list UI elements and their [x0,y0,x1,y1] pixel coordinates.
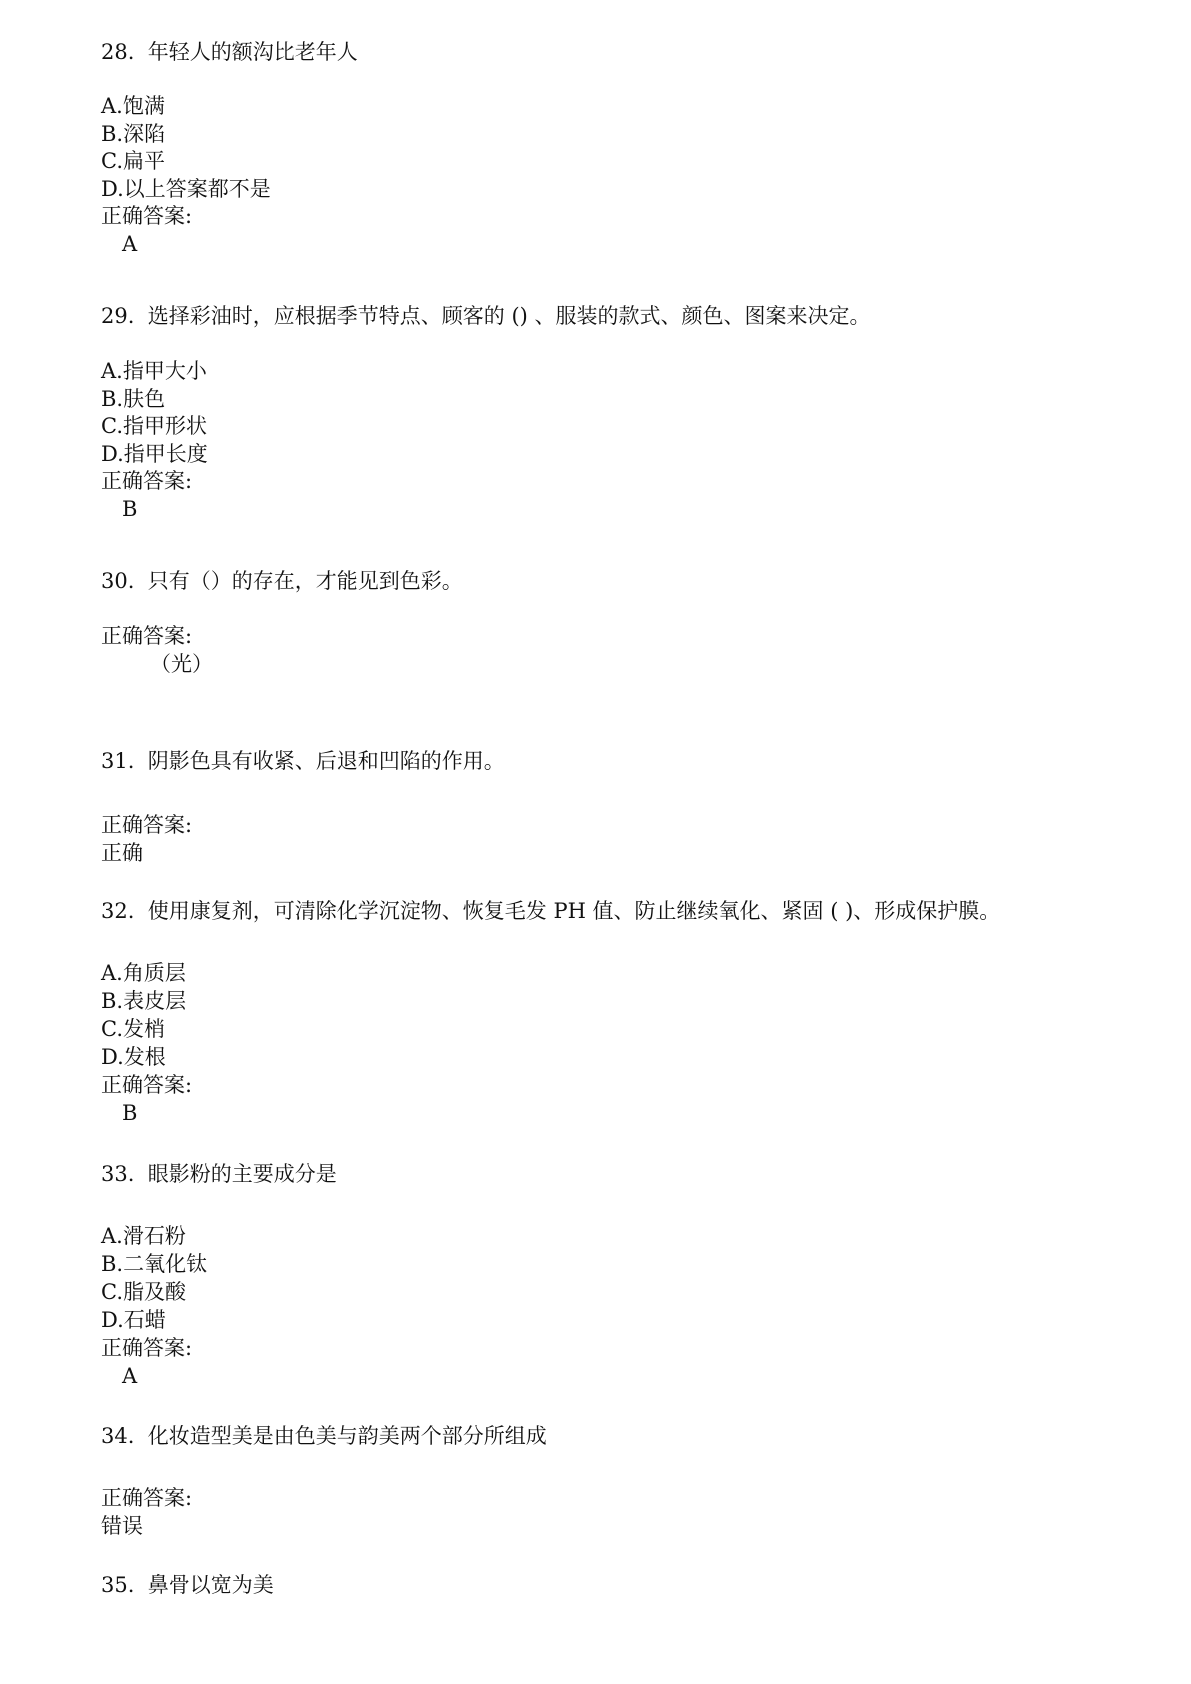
answer-value: 正确 [101,841,143,865]
option-d: D.石蜡 [101,1308,166,1332]
answer-value: （光） [150,652,213,676]
option-a: A.指甲大小 [101,359,207,383]
answer-label: 正确答案: [101,624,193,648]
option-b: B.表皮层 [101,989,187,1013]
answer-label: 正确答案: [101,1336,193,1360]
option-b: B.深陷 [101,122,166,146]
option-a: A.饱满 [101,94,165,118]
question-text: 35. 鼻骨以宽为美 [101,1573,274,1597]
answer-value: B [122,497,138,521]
question-text: 31. 阴影色具有收紧、后退和凹陷的作用。 [101,749,505,773]
option-c: C.发梢 [101,1017,165,1041]
question-text: 28. 年轻人的额沟比老年人 [101,40,358,64]
question-text: 29. 选择彩油时，应根据季节特点、顾客的 () 、服装的款式、颜色、图案来决定。 [101,304,871,328]
option-b: B.二氧化钛 [101,1252,208,1276]
answer-label: 正确答案: [101,469,193,493]
answer-value: 错误 [101,1514,143,1538]
question-text: 33. 眼影粉的主要成分是 [101,1162,337,1186]
answer-value: A [122,232,138,256]
option-d: D.指甲长度 [101,442,208,466]
answer-value: A [122,1364,138,1388]
option-b: B.肤色 [101,387,166,411]
option-c: C.脂及酸 [101,1280,186,1304]
option-a: A.滑石粉 [101,1224,186,1248]
question-text: 32. 使用康复剂，可清除化学沉淀物、恢复毛发 PH 值、防止继续氧化、紧固 ( )、形成保护膜。 [101,899,1001,923]
answer-label: 正确答案: [101,1486,193,1510]
question-text: 30. 只有（）的存在，才能见到色彩。 [101,569,463,593]
question-text: 34. 化妆造型美是由色美与韵美两个部分所组成 [101,1424,547,1448]
answer-label: 正确答案: [101,813,193,837]
option-d: D.发根 [101,1045,166,1069]
answer-value: B [122,1101,138,1125]
option-c: C.指甲形状 [101,414,207,438]
option-c: C.扁平 [101,149,165,173]
option-a: A.角质层 [101,961,186,985]
answer-label: 正确答案: [101,204,193,228]
answer-label: 正确答案: [101,1073,193,1097]
option-d: D.以上答案都不是 [101,177,271,201]
